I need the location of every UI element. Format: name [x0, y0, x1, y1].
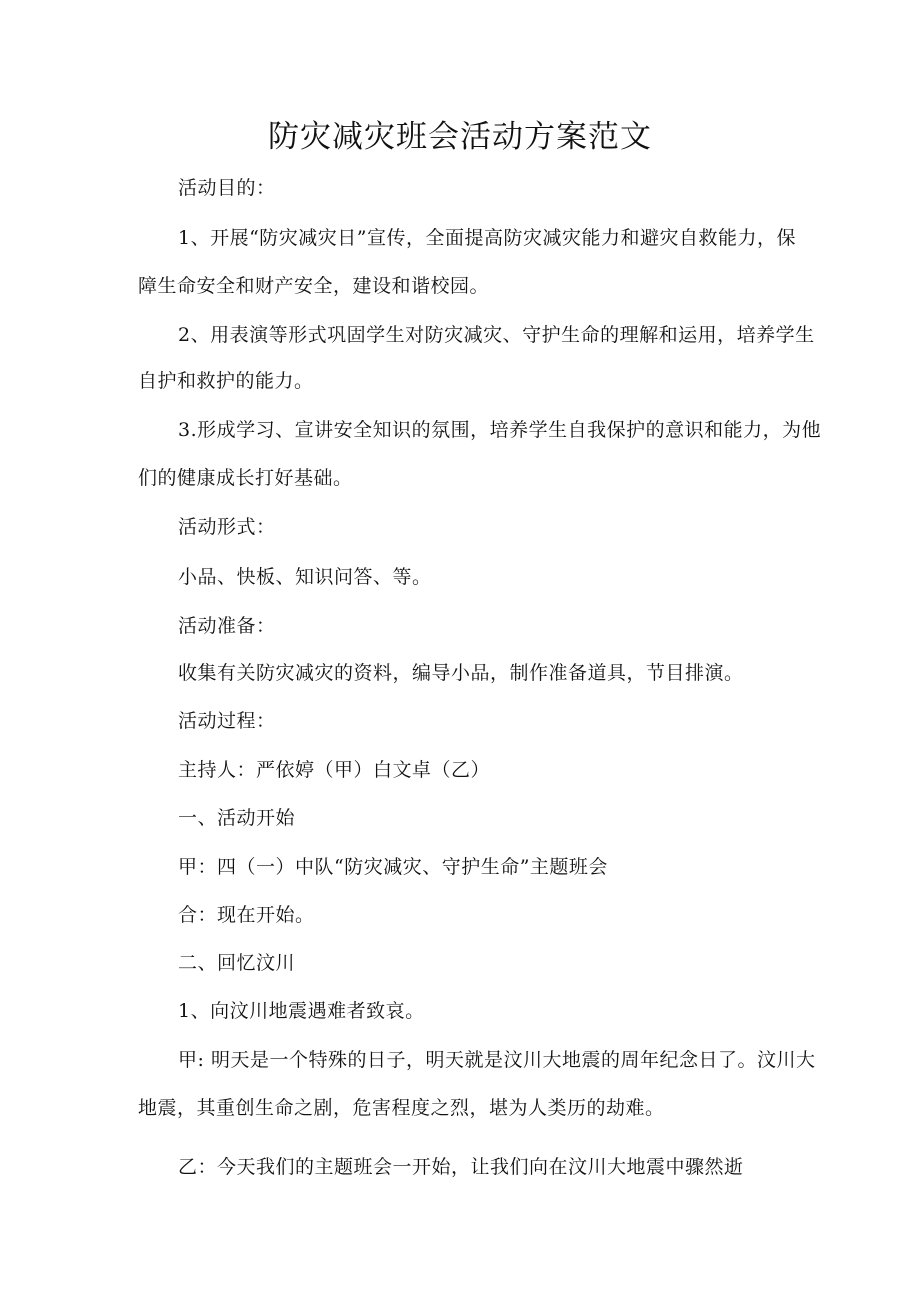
paragraph-line: 1、开展“防灾减灾日”宣传，全面提高防灾减灾能力和避灾自救能力，保: [178, 227, 797, 249]
paragraph-line: 甲：四（一）中队“防灾减灾、守护生命”主题班会: [178, 856, 608, 878]
paragraph-line: 主持人：严依婷（甲）白文卓（乙）: [178, 759, 491, 781]
paragraph-line: 自护和救护的能力。: [138, 370, 314, 392]
section-heading-purpose: 活动目的：: [178, 177, 276, 199]
paragraph-line: 小品、快板、知识问答、等。: [178, 566, 432, 588]
paragraph-line: 二、回忆汶川: [178, 952, 296, 974]
paragraph-line: 1、向汶川地震遇难者致哀。: [178, 1000, 425, 1022]
section-heading-preparation: 活动准备：: [178, 615, 276, 637]
paragraph-line: 3.形成学习、宣讲安全知识的氛围，培养学生自我保护的意识和能力，为他: [178, 419, 822, 441]
paragraph-line: 障生命安全和财产安全，建设和谐校园。: [138, 275, 490, 297]
paragraph-line: 们的健康成长打好基础。: [138, 467, 353, 489]
paragraph-line: 地震，其重创生命之剧，危害程度之烈，堪为人类历的劫难。: [138, 1097, 665, 1119]
paragraph-line: 甲: 明天是一个特殊的日子，明天就是汶川大地震的周年纪念日了。汶川大: [178, 1049, 816, 1071]
section-heading-form: 活动形式：: [178, 516, 276, 538]
paragraph-line: 乙：今天我们的主题班会一开始，让我们向在汶川大地震中骤然逝: [178, 1156, 744, 1178]
paragraph-line: 一、活动开始: [178, 807, 296, 829]
paragraph-line: 合：现在开始。: [178, 904, 315, 926]
paragraph-line: 收集有关防灾减灾的资料，编导小品，制作准备道具，节目排演。: [178, 662, 744, 684]
document-title: 防灾减灾班会活动方案范文: [268, 119, 652, 155]
section-heading-process: 活动过程：: [178, 710, 276, 732]
paragraph-line: 2、用表演等形式巩固学生对防灾减灾、守护生命的理解和运用，培养学生: [178, 324, 815, 346]
